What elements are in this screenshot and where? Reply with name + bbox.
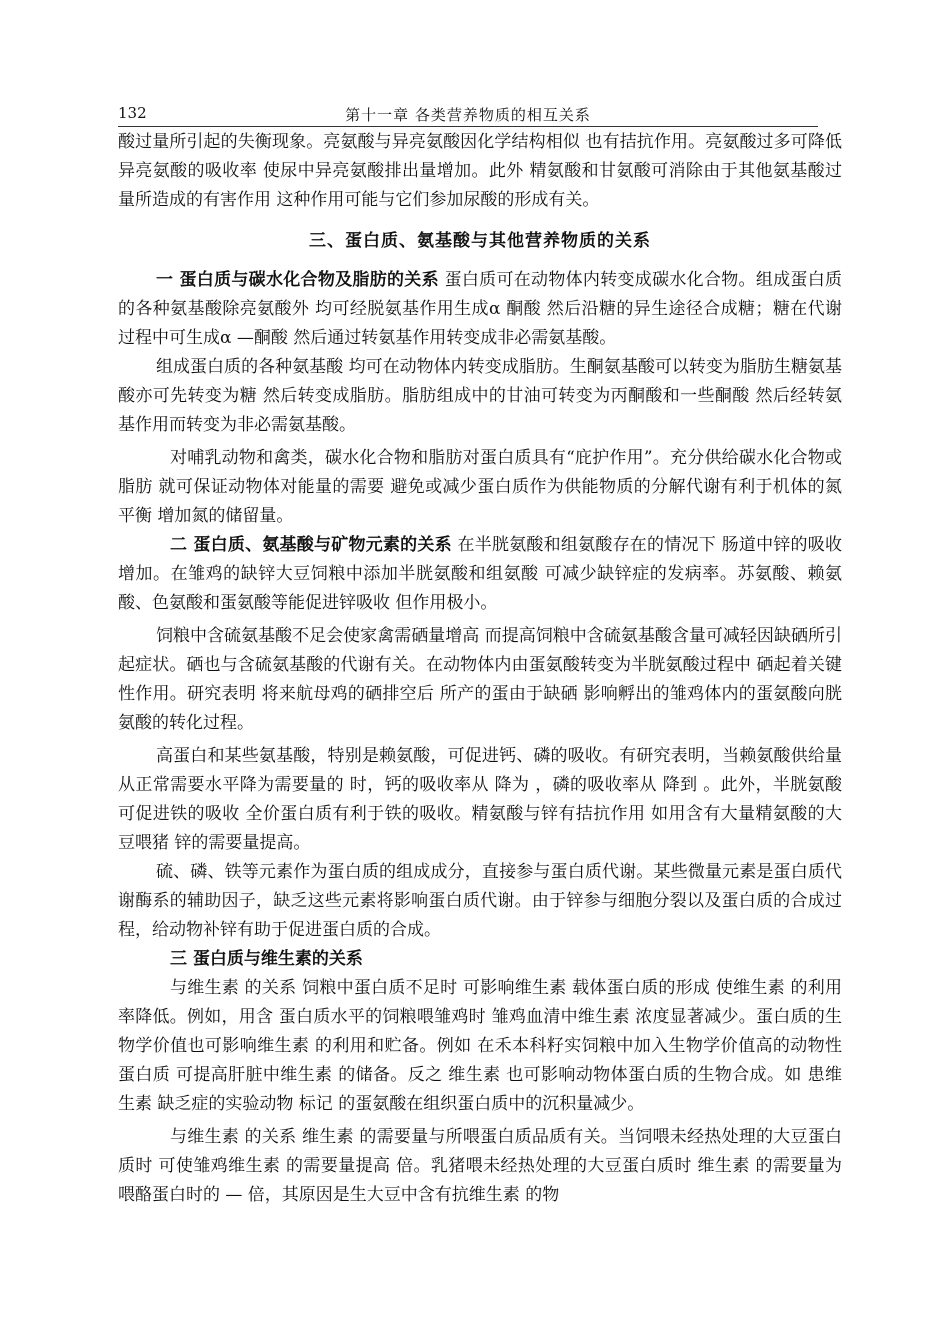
subsection-heading-2: 二 蛋白质、氨基酸与矿物元素的关系 [170,535,452,555]
paragraph: 与维生素 的关系 维生素 的需要量与所喂蛋白质品质有关。当饲喂未经热处理的大豆蛋白质时 可使雏鸡维生素 的需要量提高 倍。乳猪喂未经热处理的大豆蛋白质时 维生素 的需要量为喂酪蛋白时的 — 倍，其原因是生大豆中含有抗维生素 的物 [118,1127,842,1205]
paragraph: 组成蛋白质的各种氨基酸 均可在动物体内转变成脂肪。生酮氨基酸可以转变为脂肪生糖氨基酸亦可先转变为糖 然后转变成脂肪。脂肪组成中的甘油可转变为丙酮酸和一些酮酸 然后经转氨基作用而转变为非必需氨基酸。 [118,357,842,435]
chapter-title: 第十一章 各类营养物质的相互关系 [345,106,591,124]
paragraph: 硫、磷、铁等元素作为蛋白质的组成成分，直接参与蛋白质代谢。某些微量元素是蛋白质代谢酶系的辅助因子，缺乏这些元素将影响蛋白质代谢。由于锌参与细胞分裂以及蛋白质的合成过程，给动物补锌有助于促进蛋白质的合成。 [118,862,842,940]
paragraph-minerals [118,531,842,618]
subsection-heading-1: 一 蛋白质与碳水化合物及脂肪的关系 [156,270,439,290]
paragraph: 对哺乳动物和禽类，碳水化合物和脂肪对蛋白质具有“庇护作用”。充分供给碳水化合物或脂肪 就可保证动物体对能量的需要 避免或减少蛋白质作为供能物质的分解代谢有利于机体的氮平衡 增加氮的储留量。 [118,448,842,526]
page-header [118,104,818,127]
page-number: 132 [118,104,147,122]
paragraph-cont: 酸过量所引起的失衡现象。亮氨酸与异亮氨酸因化学结构相似 也有拮抗作用。亮氨酸过多可降低异亮氨酸的吸收率 使尿中异亮氨酸排出量增加。此外 精氨酸和甘氨酸可消除由于其他氨基酸过量所造成的有害作用 这种作用可能与它们参加尿酸的形成有关。 [118,132,842,210]
page-body [118,128,842,1210]
paragraph-text: 蛋白质可在动物体内转变成碳水化合物。组成蛋白质的各种氨基酸除亮氨酸外 均可经脱氨基作用生成α 酮酸 然后沿糖的异生途径合成糖；糖在代谢过程中可生成α —酮酸 然后通过转氨基作用转变成非必需氨基酸。 [118,270,843,348]
paragraph: 高蛋白和某些氨基酸，特别是赖氨酸，可促进钙、磷的吸收。有研究表明，当赖氨酸供给量从正常需要水平降为需要量的 时，钙的吸收率从 降为 ，磷的吸收率从 降到 。此外，半胱氨酸可促进铁的吸收 全价蛋白质有利于铁的吸收。精氨酸与锌有拮抗作用 如用含有大量精氨酸的大豆喂猪 锌的需要量提高。 [118,746,842,853]
paragraph-text: 在半胱氨酸和组氨酸存在的情况下 肠道中锌的吸收增加。在雏鸡的缺锌大豆饲粮中添加半胱氨酸和组氨酸 可减少缺锌症的发病率。苏氨酸、赖氨酸、色氨酸和蛋氨酸等能促进锌吸收 但作用极小。 [118,535,842,613]
paragraph-carb-fat [118,266,842,353]
section-heading: 三、蛋白质、氨基酸与其他营养物质的关系 [309,231,651,251]
subsection-heading-3: 三 蛋白质与维生素的关系 [170,949,363,969]
paragraph: 与维生素 的关系 饲粮中蛋白质不足时 可影响维生素 载体蛋白质的形成 使维生素 的利用率降低。例如，用含 蛋白质水平的饲粮喂雏鸡时 雏鸡血清中维生素 浓度显著减少。蛋白质的生物学价值也可影响维生素 的利用和贮备。例如 在禾本科籽实饲粮中加入生物学价值高的动物性蛋白质 可提高肝脏中维生素 的储备。反之 维生素 也可影响动物体蛋白质的生物合成。如 患维生素 缺乏症的实验动物 标记 的蛋氨酸在组织蛋白质中的沉积量减少。 [118,978,842,1114]
paragraph: 饲粮中含硫氨基酸不足会使家禽需硒量增高 而提高饲粮中含硫氨基酸含量可减轻因缺硒所引起症状。硒也与含硫氨基酸的代谢有关。在动物体内由蛋氨酸转变为半胱氨酸过程中 硒起着关键性作用。研究表明 将来航母鸡的硒排空后 所产的蛋由于缺硒 影响孵出的雏鸡体内的蛋氨酸向胱氨酸的转化过程。 [118,626,842,733]
